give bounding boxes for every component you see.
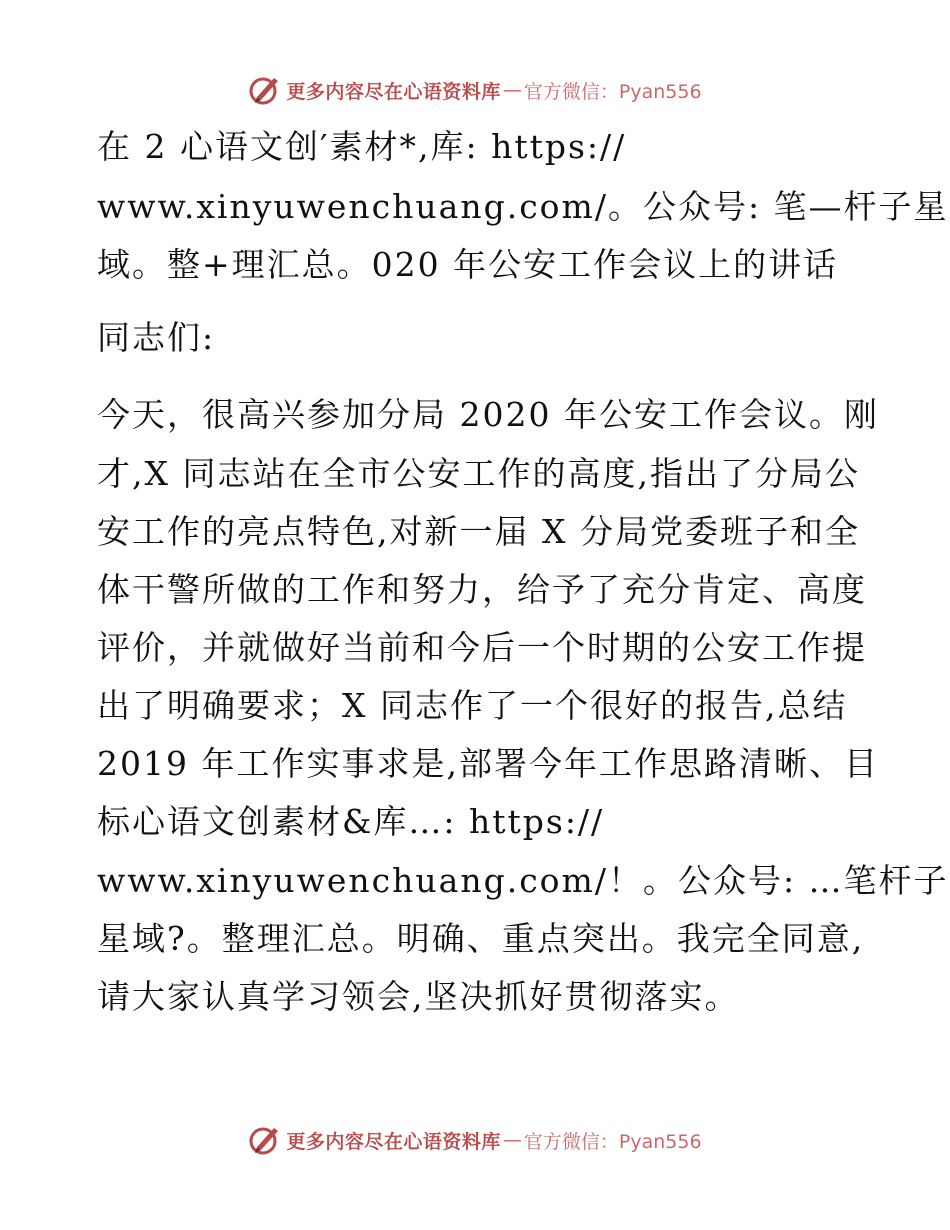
- header-banner: [0, 70, 950, 110]
- text-line: 请大家认真学习领会,坚决抓好贯彻落实。: [97, 977, 740, 1016]
- text-line: 评价，并就做好当前和今后一个时期的公安工作提: [97, 628, 867, 667]
- salutation: 同志们:: [97, 318, 216, 357]
- text-line: 才,X 同志站在全市公安工作的高度,指出了分局公: [97, 454, 860, 493]
- text-line: 今天，很高兴参加分局 2020 年公安工作会议。刚: [97, 395, 879, 434]
- quill-pen-logo-icon: [248, 73, 282, 107]
- footer-banner: [0, 1120, 950, 1160]
- text-line: 星域?。整理汇总。明确、重点突出。我完全同意,: [97, 919, 865, 958]
- banner-separator: —: [502, 1129, 522, 1151]
- banner-wechat: 官方微信：Pyan556: [523, 80, 702, 103]
- banner-text: 更多内容尽在心语资料库: [286, 80, 501, 103]
- text-line: 体干警所做的工作和努力，给予了充分肯定、高度: [97, 570, 867, 609]
- text-line: 标心语文创素材&库…: https://: [97, 802, 605, 841]
- text-line: 出了明确要求；X 同志作了一个很好的报告,总结: [97, 686, 848, 725]
- text-line: www.xinyuwenchuang.com/！。公众号: …笔杆子: [97, 861, 949, 900]
- text-line: 安工作的亮点特色,对新一届 X 分局党委班子和全: [97, 512, 860, 551]
- text-line: www.xinyuwenchuang.com/。公众号: 笔—杆子星: [97, 187, 949, 226]
- quill-pen-logo-icon: [248, 1123, 282, 1157]
- text-line: 在 2 心语文创′素材*,库: https://: [97, 127, 627, 166]
- text-line: 域。整+理汇总。020 年公安工作会议上的讲话: [97, 245, 839, 284]
- text-line: 2019 年工作实事求是,部署今年工作思路清晰、目: [97, 744, 879, 783]
- banner-text: 更多内容尽在心语资料库: [286, 1130, 501, 1153]
- banner-wechat: 官方微信：Pyan556: [523, 1130, 702, 1153]
- banner-separator: —: [502, 79, 522, 101]
